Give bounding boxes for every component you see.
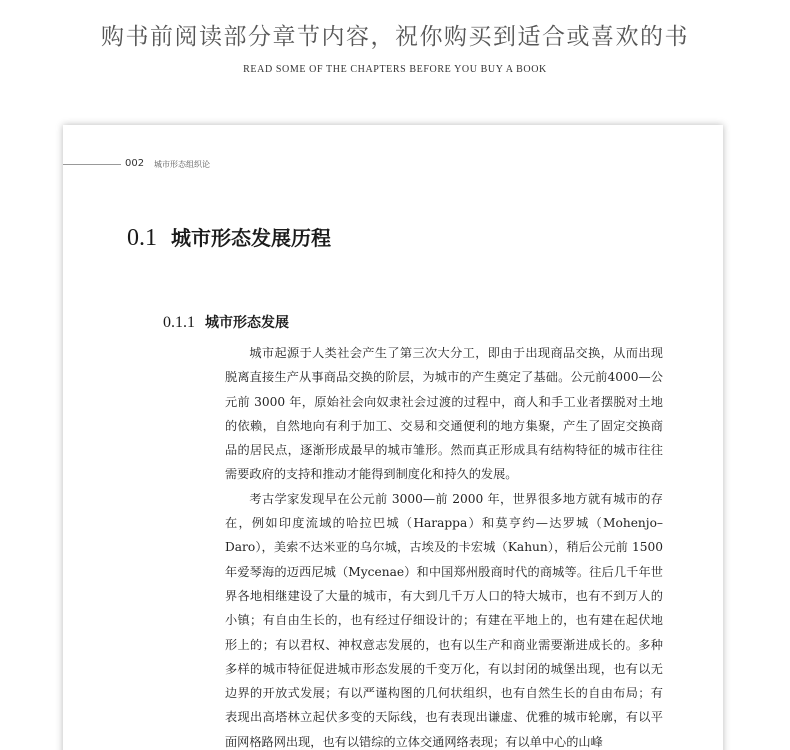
section-title: 城市形态发展历程 [171,226,331,250]
subsection-heading [163,312,289,332]
running-header-rule [63,164,121,165]
book-page-preview [63,125,723,750]
section-heading [127,222,331,252]
section-number: 0.1 [127,225,157,251]
banner-subtitle: READ SOME OF THE CHAPTERS BEFORE YOU BUY A BOOK [243,64,547,75]
running-header-book-title: 城市形态组织论 [154,160,210,169]
subsection-number: 0.1.1 [163,314,195,331]
body-text [225,341,663,750]
body-paragraph: 考古学家发现早在公元前 3000—前 2000 年，世界很多地方就有城市的存在，例如印度流域的哈拉巴城（Harappa）和莫亨约—达罗城（Mohenjo–Daro），美索不达米亚的乌尔城，古埃及的卡宏城（Kahun），稍后公元前 1500 年爱琴海的迈西尼城（Mycenae）和中国郑州殷商时代的商城等。往后几千年世界各地相继建设了大量的城市，有大到几千万人口的特大城市，也有不到万人的小镇；有自由生长的，也有经过仔细设计的；有建在平地上的，也有建在起伏地形上的；有以君权、神权意志发展的，也有以生产和商业需要渐进成长的。多种多样的城市特征促进城市形态发展的千变万化，有以封闭的城堡出现，也有以无边界的开放式发展；有以严谨构图的几何状组织，也有自然生长的自由布局；有表现出高塔林立起伏多变的天际线，也有表现出谦虚、优雅的城市轮廓，有以平面网格路网出现，也有以错综的立体交通网络表现；有以单中心的山峰 [225,491,663,749]
subsection-title: 城市形态发展 [205,315,289,331]
body-paragraph: 城市起源于人类社会产生了第三次大分工，即由于出现商品交换，从而出现脱离直接生产从事商品交换的阶层，为城市的产生奠定了基础。公元前4000—公元前 3000 年，原始社会向奴隶社会过渡的过程中，商人和手工业者摆脱对土地的依赖，自然地向有利于加工、交易和交通便利的地方集聚，产生了固定交换商品的居民点，逐渐形成最早的城市雏形。然而真正形成具有结构特征的城市往往需要政府的支持和推动才能得到制度化和持久的发展。 [225,346,663,482]
running-header-page-number: 002 [125,158,145,169]
banner-title: 购书前阅读部分章节内容，祝你购买到适合或喜欢的书 [101,24,689,50]
